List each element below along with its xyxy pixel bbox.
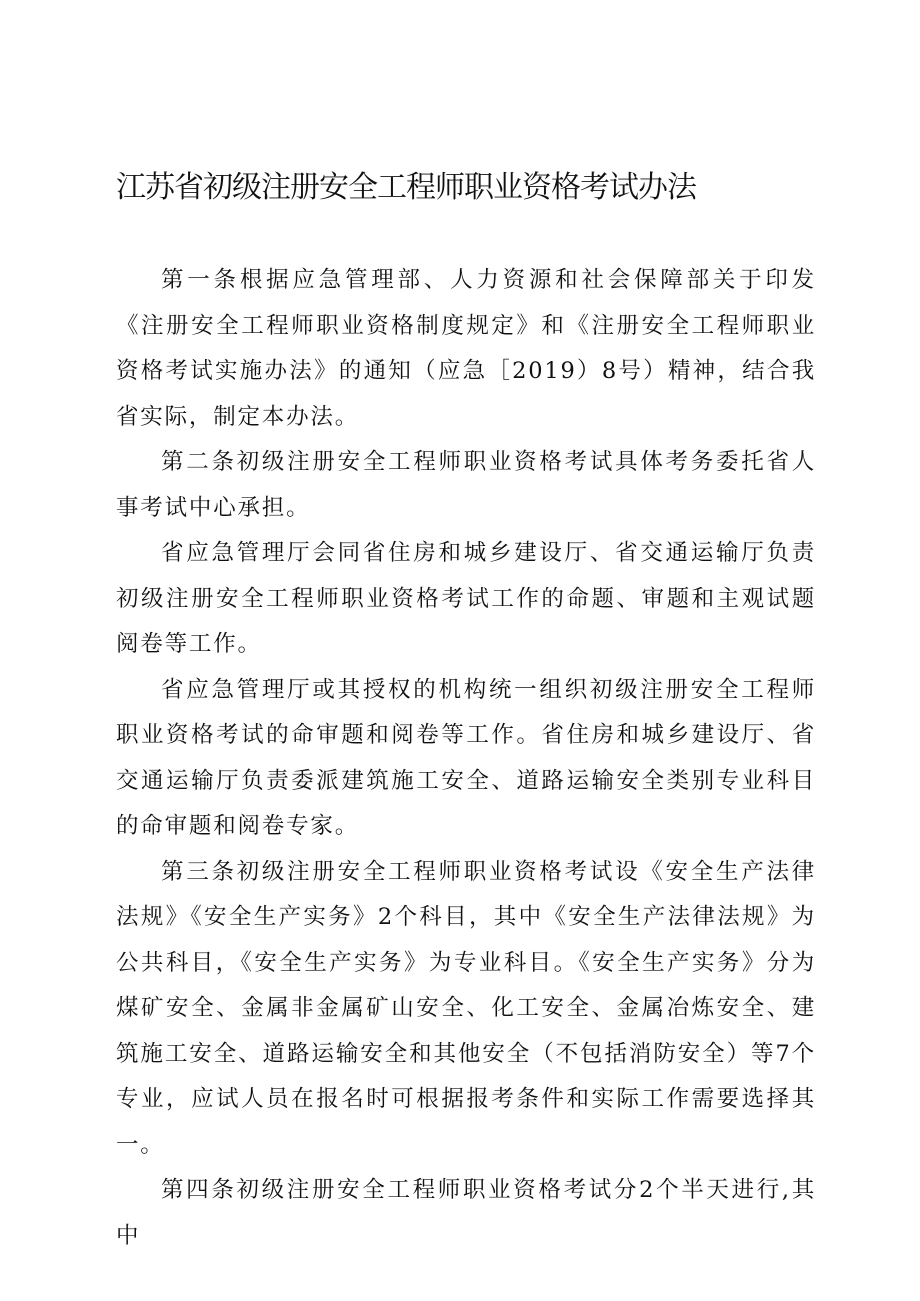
document-body xyxy=(116,258,816,1259)
paragraph-article-2-clause-2: 省应急管理厅会同省住房和城乡建设厅、省交通运输厅负责初级注册安全工程师职业资格考试工作的命题、审题和主观试题阅卷等工作。 xyxy=(116,540,816,657)
paragraph-article-4: 第四条初级注册安全工程师职业资格考试分2个半天进行,其中 xyxy=(116,1177,816,1249)
paragraph-article-2: 第二条初级注册安全工程师职业资格考试具体考务委托省人事考试中心承担。 xyxy=(116,449,816,521)
paragraph-article-2-clause-3: 省应急管理厅或其授权的机构统一组织初级注册安全工程师职业资格考试的命审题和阅卷等工作。省住房和城乡建设厅、省交通运输厅负责委派建筑施工安全、道路运输安全类别专业科目的命审题和阅卷专家。 xyxy=(116,676,816,839)
paragraph-article-1: 第一条根据应急管理部、人力资源和社会保障部关于印发《注册安全工程师职业资格制度规定》和《注册安全工程师职业资格考试实施办法》的通知（应急［2019）8号）精神，结合我省实际，制定本办法。 xyxy=(116,267,816,430)
document-title: 江苏省初级注册安全工程师职业资格考试办法 xyxy=(116,170,696,205)
paragraph-article-3: 第三条初级注册安全工程师职业资格考试设《安全生产法律法规》《安全生产实务》2个科目，其中《安全生产法律法规》为公共科目，《安全生产实务》为专业科目。《安全生产实务》分为煤矿安全、金属非金属矿山安全、化工安全、金属冶炼安全、建筑施工安全、道路运输安全和其他安全（不包括消防安全）等7个专业，应试人员在报名时可根据报考条件和实际工作需要选择其一。 xyxy=(116,858,816,1158)
